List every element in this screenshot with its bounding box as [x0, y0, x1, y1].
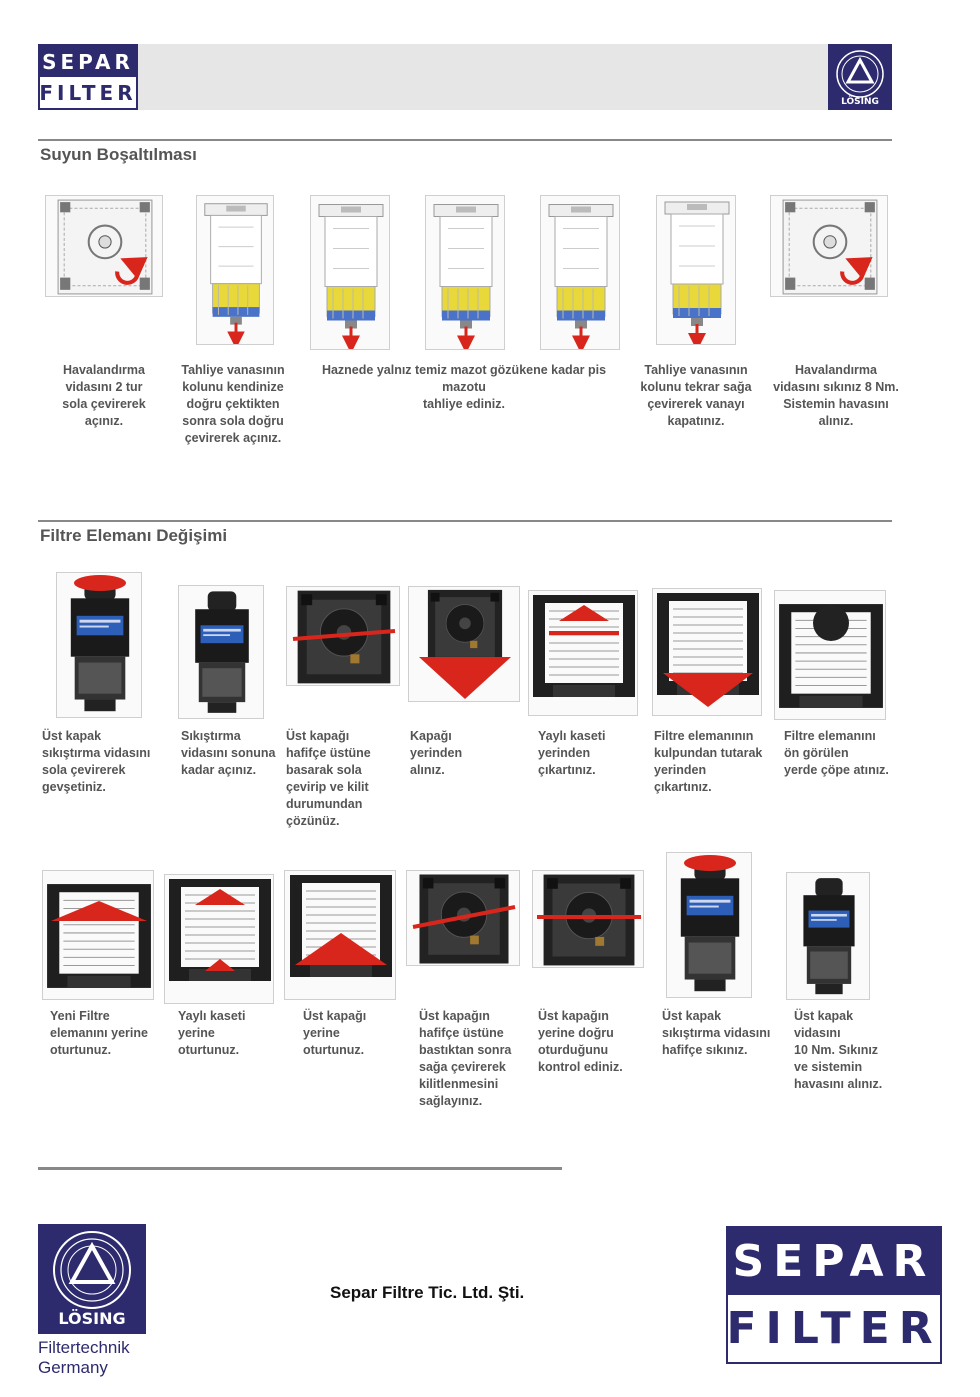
losing-logo-text-small: LÖSING	[841, 97, 879, 107]
step-caption: Sıkıştırma vidasını sonuna kadar açınız.	[181, 729, 276, 777]
step-caption: Filtre elemanının kulpundan tutarak yerinden çıkartınız.	[654, 729, 763, 794]
step-photo	[284, 870, 396, 1000]
section-divider	[38, 139, 892, 141]
step-photo	[178, 585, 264, 719]
company-name: Separ Filtre Tic. Ltd. Şti.	[330, 1283, 525, 1302]
step-photo	[425, 195, 505, 350]
step-caption: Filtre elemanını ön görülen yerde çöpe atınız.	[784, 729, 889, 777]
step-photo	[532, 870, 644, 968]
partner-tagline	[38, 1338, 130, 1378]
step-photo	[666, 852, 752, 998]
section-title-water-drain: Suyun Boşaltılması	[40, 145, 197, 164]
step-photo	[164, 874, 274, 1004]
logo-brand-line1: SEPAR	[40, 46, 136, 77]
step-photo	[656, 195, 736, 345]
step-caption: Yaylı kaseti yerine oturtunuz.	[178, 1009, 246, 1057]
partner-tagline-line1: Filtertechnik	[38, 1338, 130, 1357]
losing-logo-icon-large	[38, 1224, 146, 1334]
separ-filter-logo-large	[726, 1226, 942, 1364]
partner-tagline-line2: Germany	[38, 1358, 108, 1377]
step-caption: Tahliye vanasının kolunu kendinize doğru çektikten sonra sola doğru çevirerek açınız.	[181, 363, 285, 445]
step-photo	[45, 195, 163, 297]
step-photo	[406, 870, 520, 966]
step-photo	[774, 590, 886, 720]
step-photo	[652, 588, 762, 716]
step-photo	[770, 195, 888, 297]
step-photo	[196, 195, 274, 345]
footer-divider	[38, 1167, 562, 1170]
step-caption: Havalandırma vidasını sıkınız 8 Nm. Sistemin havasını alınız.	[773, 363, 899, 428]
losing-logo-icon	[828, 44, 892, 110]
step-caption: Üst kapak vidasını 10 Nm. Sıkınız ve sistemin havasını alınız.	[794, 1009, 883, 1091]
step-caption: Haznede yalnız temiz mazot gözükene kadar pis mazotu tahliye ediniz.	[321, 363, 607, 411]
step-caption: Havalandırma vidasını 2 tur sola çevirerek açınız.	[62, 363, 146, 428]
header-bar	[38, 44, 892, 110]
step-caption: Üst kapağın hafifçe üstüne bastıktan sonra sağa çevirerek kilitlenmesini sağlayınız.	[419, 1009, 512, 1108]
step-photo	[310, 195, 390, 350]
logo-brand-line1: SEPAR	[728, 1228, 940, 1295]
step-caption: Üst kapağın yerine doğru oturduğunu kontrol ediniz.	[538, 1009, 623, 1074]
step-photo	[786, 872, 870, 1000]
step-photo	[42, 870, 154, 1000]
step-photo	[540, 195, 620, 350]
step-caption: Üst kapak sıkıştırma vidasını hafifçe sıkınız.	[662, 1009, 771, 1057]
section-divider	[38, 520, 892, 522]
step-photo	[528, 590, 638, 716]
section-title-filter-change: Filtre Elemanı Değişimi	[40, 526, 228, 545]
step-photo	[408, 586, 520, 702]
step-caption: Üst kapağı yerine oturtunuz.	[303, 1009, 367, 1057]
logo-brand-line2: FILTER	[728, 1295, 940, 1362]
step-caption: Yeni Filtre elemanını yerine oturtunuz.	[50, 1009, 148, 1057]
step-caption: Kapağı yerinden alınız.	[410, 729, 463, 777]
step-caption: Tahliye vanasının kolunu tekrar sağa çevirerek vanayı kapatınız.	[640, 363, 752, 428]
step-caption: Üst kapağı hafifçe üstüne basarak sola çevirip ve kilit durumundan çözünüz.	[286, 729, 371, 828]
logo-brand-line2: FILTER	[40, 77, 136, 108]
step-photo	[56, 572, 142, 718]
step-photo	[286, 586, 400, 686]
separ-filter-logo	[38, 44, 138, 110]
step-caption: Üst kapak sıkıştırma vidasını sola çevirerek gevşetiniz.	[42, 729, 151, 794]
losing-logo-text: LÖSING	[58, 1309, 126, 1328]
step-caption: Yaylı kaseti yerinden çıkartınız.	[538, 729, 606, 777]
